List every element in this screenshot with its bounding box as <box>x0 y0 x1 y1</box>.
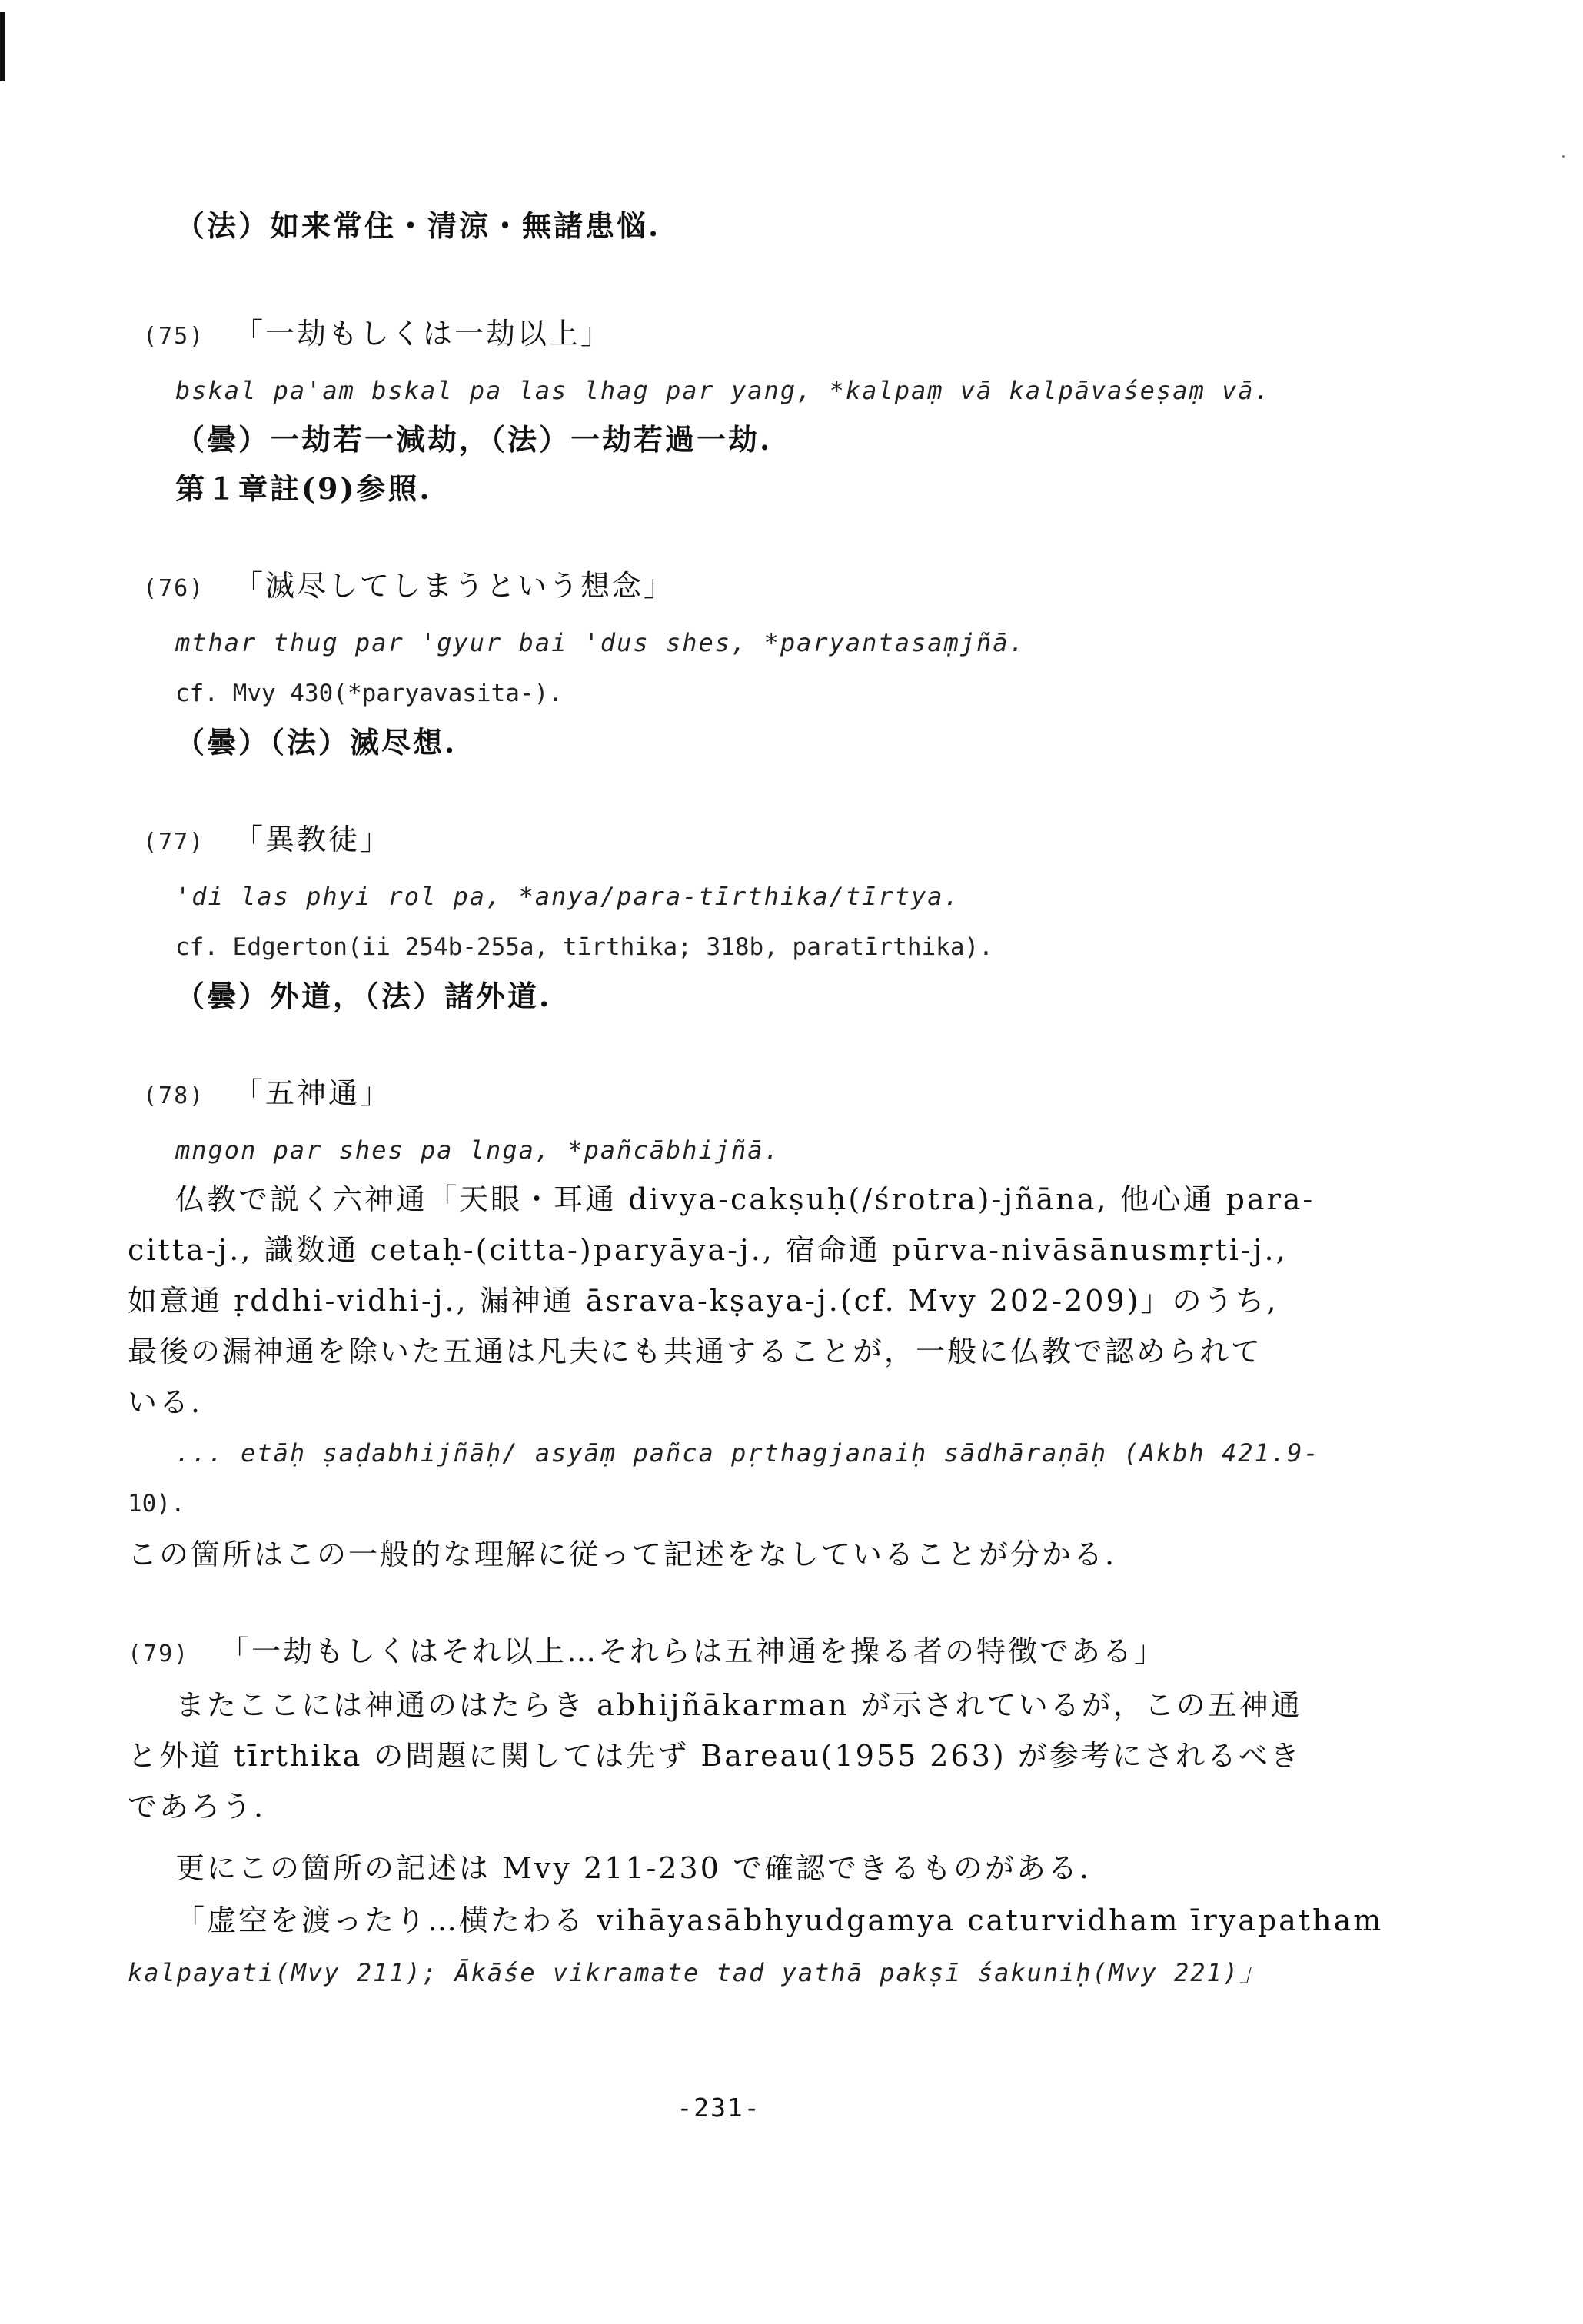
note-heading: 「一劫もしくはそれ以上…それらは五神通を操る者の特徴である」 <box>220 1634 1166 1668</box>
text-line: （曇）一劫若一減劫，（法）一劫若過一劫. <box>175 422 773 457</box>
reference-line: 10). <box>128 1490 185 1518</box>
body-line: この箇所はこの一般的な理解に従って記述をなしていることが分かる. <box>128 1538 1117 1571</box>
body-line: 更にこの箇所の記述は Mvy 211-230 で確認できるものがある. <box>175 1851 1092 1885</box>
transliteration-line: kalpayati(Mvy 211); Ākāśe vikramate tad yathā pakṣī śakuniḥ(Mvy 221)」 <box>128 1958 1266 1987</box>
note-heading: 「滅尽してしまうという想念」 <box>234 569 676 603</box>
body-line: 仏教で説く六神通「天眼・耳通 divya-cakṣuḥ(/śrotra)-jñāna, 他心通 para- <box>175 1182 1315 1216</box>
margin-mark <box>0 12 5 81</box>
note-number: (79) <box>128 1641 190 1667</box>
transliteration-line: mngon par shes pa lnga, *pañcābhijñā. <box>175 1135 780 1165</box>
body-line: であろう. <box>128 1790 266 1824</box>
body-line: citta-j., 識数通 cetaḥ-(citta-)paryāya-j., 宿命通 pūrva-nivāsānusmṛti-j., <box>128 1233 1288 1267</box>
body-line: 如意通 ṛddhi-vidhi-j., 漏神通 āsrava-kṣaya-j.(cf. Mvy 202-209)」のうち, <box>128 1284 1279 1318</box>
transliteration-line: bskal pa'am bskal pa las lhag par yang, *kalpaṃ vā kalpāvaśeṣaṃ vā. <box>175 376 1271 405</box>
note-number: (77) <box>143 829 205 856</box>
body-line: 「虚空を渡ったり…横たわる vihāyasābhyudgamya caturvidham īryapatham <box>175 1903 1384 1937</box>
reference-line: cf. Edgerton(ii 254b-255a, tīrthika; 318b, paratīrthika). <box>175 933 993 961</box>
body-line: いる. <box>128 1385 203 1419</box>
text-line: （法）如来常住・清涼・無諸患悩. <box>175 208 661 243</box>
note-number: (78) <box>143 1082 205 1109</box>
reference-line: cf. Mvy 430(*paryavasita-). <box>175 680 563 707</box>
text-line: （曇）外道，（法）諸外道. <box>175 979 552 1013</box>
transliteration-line: 'di las phyi rol pa, *anya/para-tīrthika/tīrtya. <box>175 882 960 911</box>
transliteration-line: ... etāḥ ṣaḍabhijñāḥ/ asyāṃ pañca pṛthagjanaiḥ sādhāraṇāḥ (Akbh 421.9- <box>175 1438 1320 1468</box>
text-line: （曇）（法）滅尽想. <box>175 725 457 760</box>
note-heading: 「一劫もしくは一劫以上」 <box>234 317 613 351</box>
note-heading: 「異教徒」 <box>234 823 392 856</box>
note-number: (76) <box>143 575 205 602</box>
body-line: と外道 tīrthika の問題に関しては先ず Bareau(1955 263) が参考にされるべき <box>128 1739 1302 1773</box>
body-line: またここには神通のはたらき abhijñākarman が示されているが，この五神通 <box>175 1688 1302 1722</box>
page-number: -231- <box>677 2093 761 2123</box>
note-number: (75) <box>143 323 205 350</box>
transliteration-line: mthar thug par 'gyur bai 'dus shes, *paryantasaṃjñā. <box>175 628 1026 657</box>
note-heading: 「五神通」 <box>234 1076 392 1110</box>
scan-speck <box>1562 155 1565 158</box>
text-line: 第１章註(9)参照. <box>175 471 432 506</box>
body-line: 最後の漏神通を除いた五通は凡夫にも共通することが，一般に仏教で認められて <box>128 1335 1263 1368</box>
